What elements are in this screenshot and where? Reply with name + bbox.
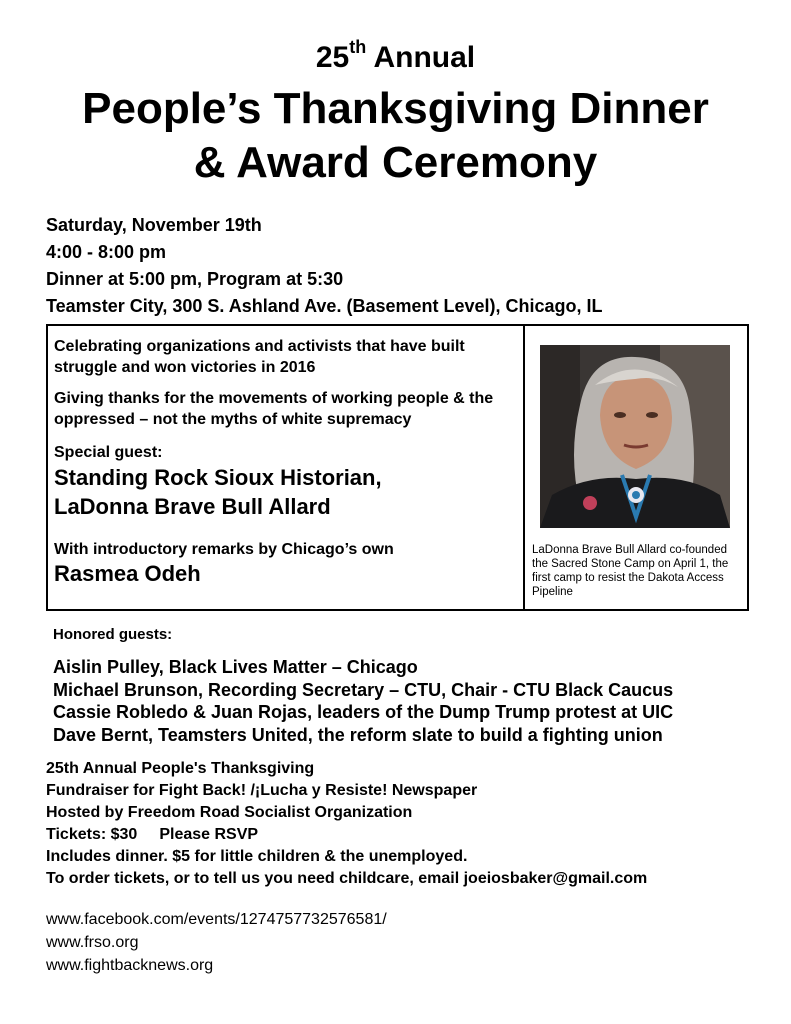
celebrating-paragraph: Celebrating organizations and activists that have built struggle and won victories in 2016 xyxy=(54,338,465,376)
featured-text xyxy=(54,336,519,588)
intro-remarks: With introductory remarks by Chicago’s own xyxy=(54,541,394,558)
anniversary-number: 25 xyxy=(315,41,350,74)
event-location: Teamster City, 300 S. Ashland Ave. (Basement Level), Chicago, IL xyxy=(46,296,603,316)
flyer-header xyxy=(0,37,791,190)
facebook-event-link[interactable]: www.facebook.com/events/1274757732576581/ xyxy=(46,911,387,928)
special-guest-label: Special guest: xyxy=(54,444,163,461)
fundraiser-title: 25th Annual People's Thanksgiving xyxy=(46,760,315,777)
fightbacknews-link[interactable]: www.fightbacknews.org xyxy=(46,957,214,974)
honored-guests-label: Honored guests: xyxy=(53,626,173,643)
special-guest-name: LaDonna Brave Bull Allard xyxy=(54,494,331,519)
guest-photo xyxy=(540,345,730,528)
anniversary-word: Annual xyxy=(373,41,476,74)
title-line-1: People’s Thanksgiving Dinner xyxy=(82,84,709,133)
photo-caption: LaDonna Brave Bull Allard co-founded the Sacred Stone Camp on April 1, the first camp to resist the Dakota Access Pipeline xyxy=(532,544,729,598)
special-guest-title: Standing Rock Sioux Historian, xyxy=(54,465,382,490)
anniversary-heading xyxy=(0,37,791,76)
fundraiser-host: Hosted by Freedom Road Socialist Organization xyxy=(46,804,413,821)
honored-guest: Dave Bernt, Teamsters United, the reform slate to build a fighting union xyxy=(53,724,663,745)
portrait-illustration xyxy=(540,345,730,528)
event-schedule: Dinner at 5:00 pm, Program at 5:30 xyxy=(46,269,344,289)
web-links xyxy=(46,908,387,977)
order-contact: To order tickets, or to tell us you need childcare, email joeiosbaker@gmail.com xyxy=(46,870,648,887)
ticket-info xyxy=(46,824,647,846)
ticket-price: Tickets: $30 xyxy=(46,826,138,843)
honored-guest: Aislin Pulley, Black Lives Matter – Chicago xyxy=(53,657,418,677)
dinner-pricing: Includes dinner. $5 for little children & the unemployed. xyxy=(46,848,468,865)
event-time: 4:00 - 8:00 pm xyxy=(46,242,167,262)
anniversary-suffix: th xyxy=(349,37,367,57)
fundraiser-info xyxy=(46,758,647,890)
giving-thanks-paragraph: Giving thanks for the movements of working people & the oppressed – not the myths of white supremacy xyxy=(54,390,494,428)
intro-speaker-name: Rasmea Odeh xyxy=(54,561,201,586)
title-line-2: & Award Ceremony xyxy=(193,138,598,187)
event-date: Saturday, November 19th xyxy=(46,215,262,235)
frso-link[interactable]: www.frso.org xyxy=(46,934,139,951)
box-divider xyxy=(523,326,525,609)
rsvp-note: Please RSVP xyxy=(159,826,259,843)
fundraiser-purpose: Fundraiser for Fight Back! /¡Lucha y Resiste! Newspaper xyxy=(46,782,478,799)
event-details xyxy=(46,212,603,320)
featured-box xyxy=(46,324,749,611)
honored-guest: Cassie Robledo & Juan Rojas, leaders of the Dump Trump protest at UIC xyxy=(53,702,674,722)
honored-guests-list xyxy=(53,656,673,746)
honored-guest: Michael Brunson, Recording Secretary – CTU, Chair - CTU Black Caucus xyxy=(53,679,674,700)
